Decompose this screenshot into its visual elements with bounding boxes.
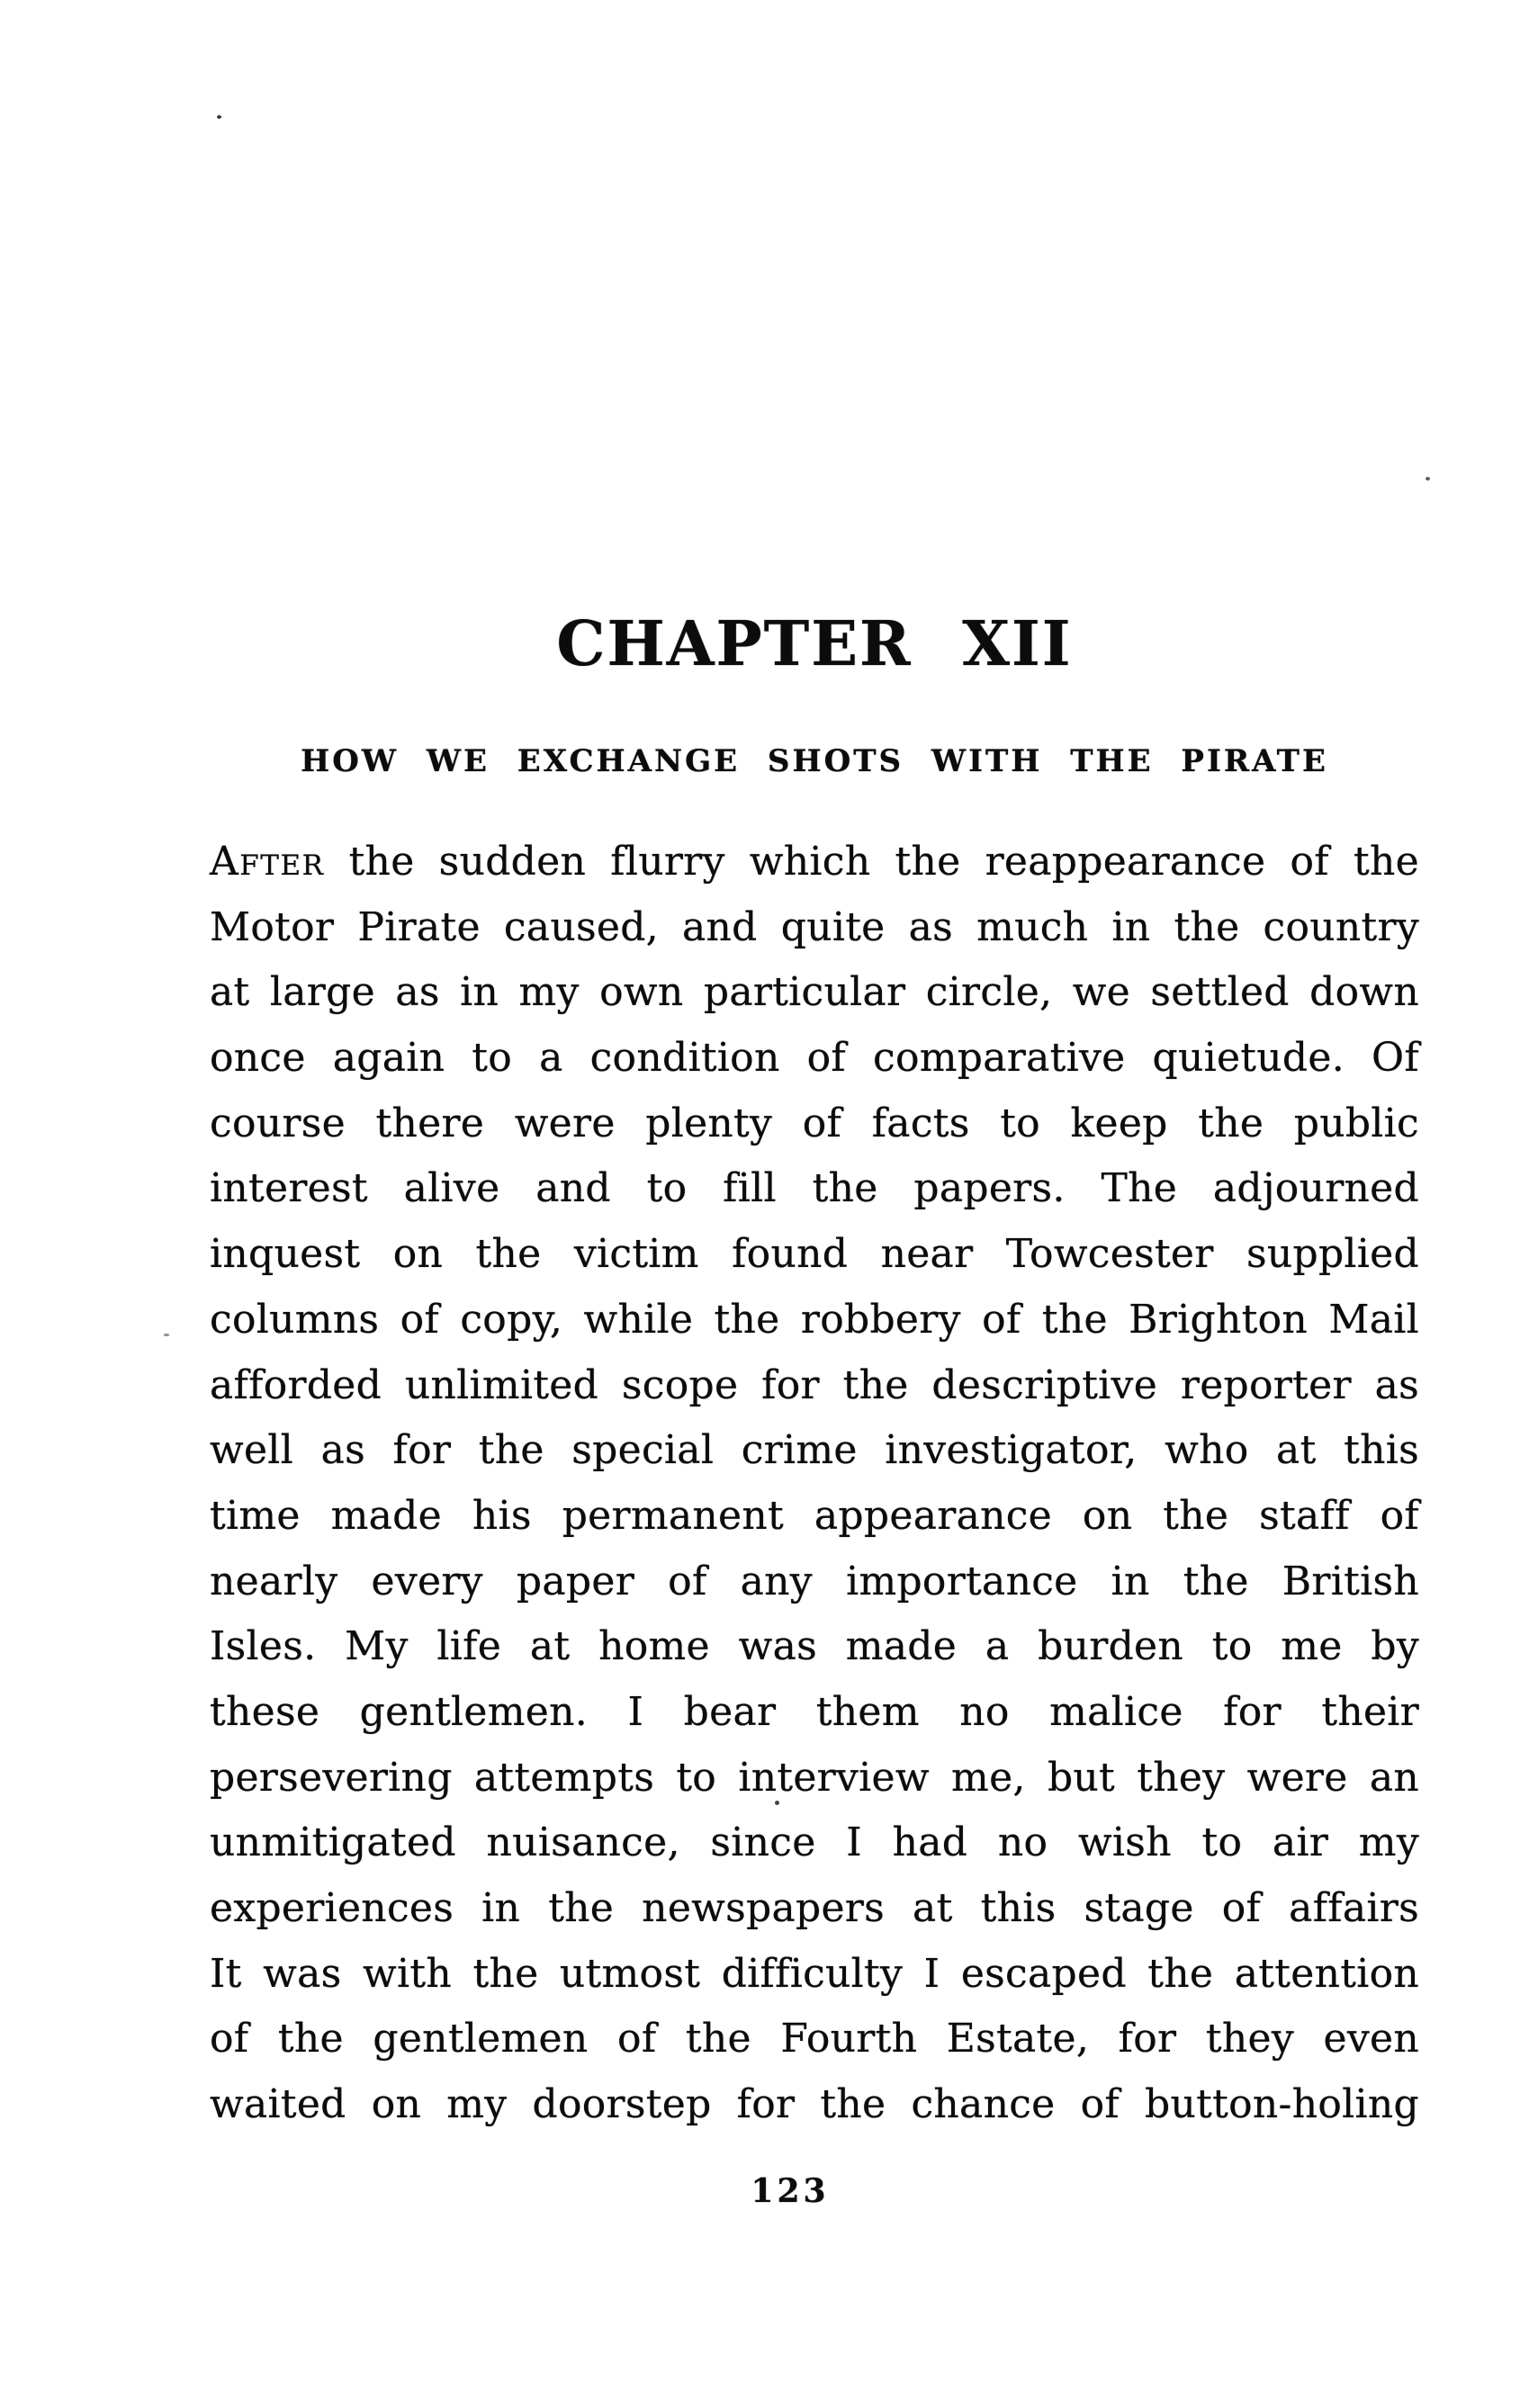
body-line: at large as in my own particular circle, we settled down (210, 969, 1419, 1016)
body-line: unmitigated nuisance, since I had no wish to air my (210, 1819, 1419, 1866)
body-line: interest alive and to fill the papers. The adjourned (210, 1165, 1419, 1212)
body-line: course there were plenty of facts to keep the public (210, 1100, 1419, 1146)
body-line: persevering attempts to interview me, but they were an (210, 1754, 1419, 1801)
chapter-subtitle: HOW WE EXCHANGE SHOTS WITH THE PIRATE (301, 743, 1328, 779)
lead-word: After (210, 839, 325, 885)
body-line: It was with the utmost difficulty I escaped the attention (210, 1950, 1419, 1997)
body-line: these gentlemen. I bear them no malice for their (210, 1688, 1419, 1735)
ink-speck (217, 115, 221, 119)
ink-speck (164, 1334, 169, 1336)
body-line (210, 830, 1419, 895)
body-paragraph (210, 830, 1419, 2138)
page-number: 123 (751, 2172, 830, 2210)
body-line: nearly every paper of any importance in the British (210, 1558, 1419, 1604)
body-line: columns of copy, while the robbery of the Brighton Mail (210, 1296, 1419, 1343)
body-line: afforded unlimited scope for the descriptive reporter as (210, 1361, 1419, 1408)
ink-speck (1426, 477, 1430, 481)
body-line: well as for the special crime investigator, who at this (210, 1427, 1419, 1474)
body-line-text: the sudden flurry which the reappearance of the (348, 839, 1419, 885)
body-line: once again to a condition of comparative quietude. Of (210, 1035, 1419, 1082)
body-line: of the gentlemen of the Fourth Estate, for they even (210, 2016, 1419, 2062)
body-line: inquest on the victim found near Towcester supplied (210, 1231, 1419, 1278)
chapter-title: CHAPTER XII (556, 608, 1073, 680)
ink-speck (775, 1801, 779, 1805)
body-line: waited on my doorstep for the chance of button-holing (210, 2081, 1419, 2128)
body-line: time made his permanent appearance on the staff of (210, 1492, 1419, 1539)
body-line: Motor Pirate caused, and quite as much in the country (210, 903, 1419, 950)
body-line: Isles. My life at home was made a burden to me by (210, 1623, 1419, 1670)
body-line: experiences in the newspapers at this stage of affairs (210, 1885, 1419, 1931)
